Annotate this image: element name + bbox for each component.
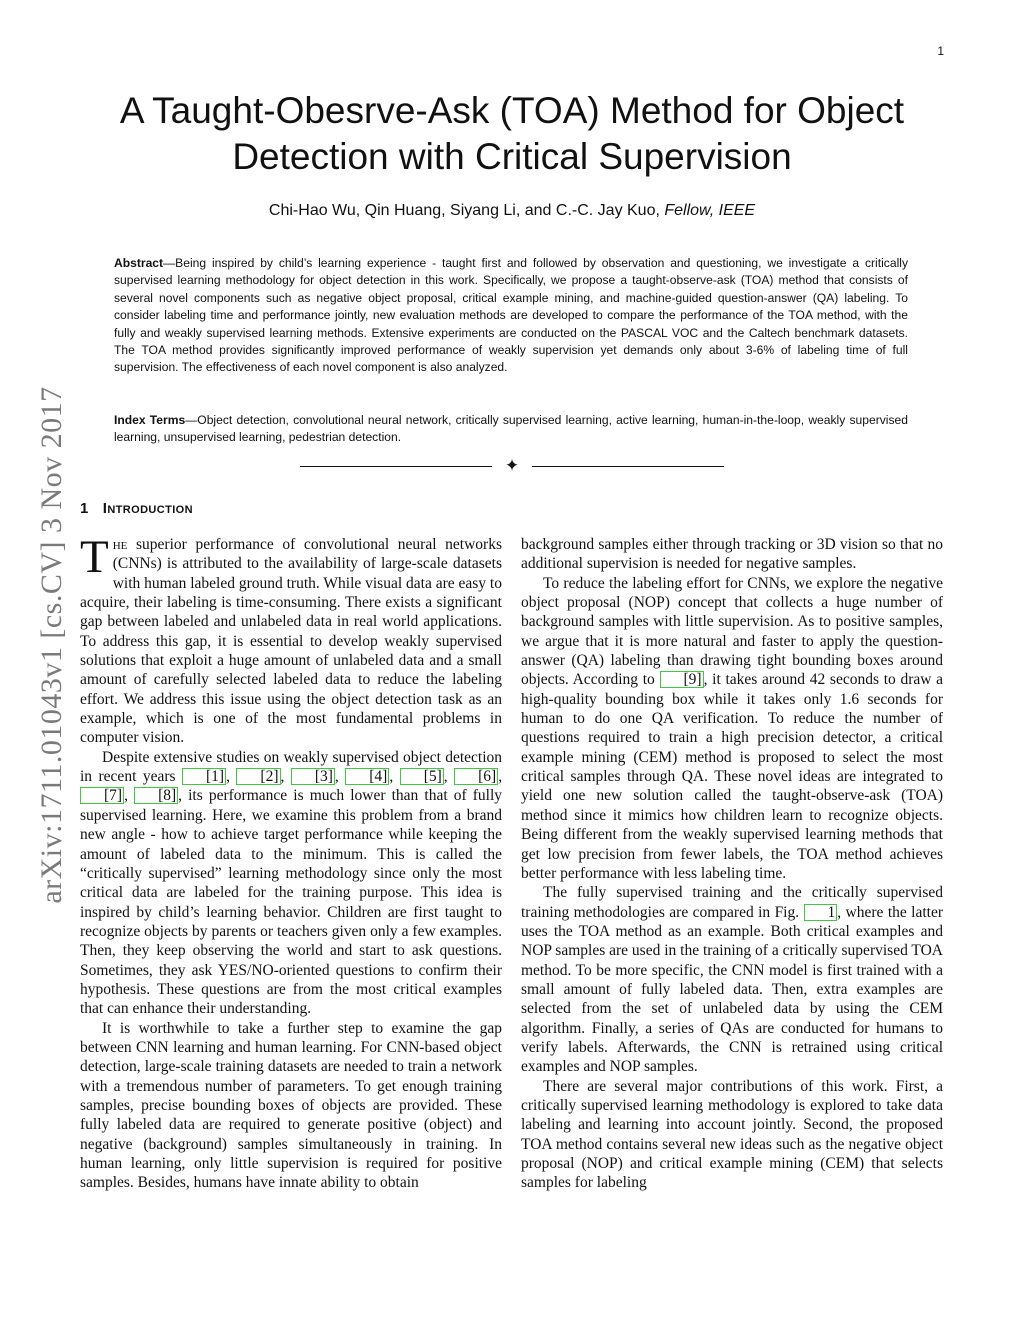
citation-link[interactable]: [2] [236, 768, 280, 785]
index-terms-text: —Object detection, convolutional neural network, critically supervised learning, active learning, human-in-the-loop, weakly supervised learning, unsupervised learning, pedestrian detection. [114, 413, 908, 445]
citation-link[interactable]: [4] [345, 768, 389, 785]
paragraph [521, 574, 943, 884]
citation-link[interactable]: [1] [182, 768, 226, 785]
separator-rule-left [300, 466, 492, 467]
title-line-1: A Taught-Obesrve-Ask (TOA) Method for Object [119, 90, 905, 131]
drop-cap: T [80, 531, 109, 583]
author-list [0, 202, 1024, 220]
citation-link[interactable]: [6] [454, 768, 498, 785]
paragraph: There are several major contributions of this work. First, a critically supervised learning methodology is explored to take data labeling and learning into account jointly. Second, the proposed TOA method contains several new ideas such as the negative object proposal (NOP) and critical example mining (CEM) that selects samples for labeling [521, 1077, 943, 1192]
citation-link[interactable]: [9] [660, 671, 704, 688]
paragraph-text: , where the latter uses the TOA method as an example. Both critical examples and NOP samples are used in the training of a critically supervised TOA method. To be more specific, the CNN model is first trained with a small amount of fully labeled data. Then, extra examples are selected from the set of unlabeled data by using the CEM algorithm. Finally, a series of QAs are conducted for humans to verify labels. Afterwards, the CNN is retrained using critical examples and NOP samples. [521, 903, 944, 1076]
abstract-text: —Being inspired by child’s learning experience - taught first and followed by observation and questioning, we investigate a critically supervised learning methodology for object detection in this work. Specifically, we propose a taught-observe-ask (TOA) method that consists of several novel components such as negative object proposal, critical example mining, and machine-guided question-answer (QA) labeling. To consider labeling time and performance jointly, new evaluation methods are developed to compare the performance of the TOA method, with the fully and weakly supervised learning methods. Extensive experiments are conducted on the PASCAL VOC and the Caltech benchmark datasets. The TOA method provides significantly improved performance of weakly supervision yet demands only about 3-6% of labeling time of full supervision. The effectiveness of each novel component is also analyzed. [114, 256, 908, 375]
section-heading [80, 500, 193, 517]
opening-small-caps: he [112, 536, 128, 553]
separator-rule-right [532, 466, 724, 467]
paragraph [521, 883, 943, 1076]
citation-link[interactable]: [5] [400, 768, 444, 785]
paragraph-text: Despite extensive studies on weakly supervised object detection in recent years [80, 748, 502, 786]
paper-title [0, 88, 1024, 180]
paragraph: It is worthwhile to take a further step to examine the gap between CNN learning and human learning. For CNN-based object detection, large-scale training datasets are needed to train a network with a tremendous number of parameters. To get enough training samples, precise bounding boxes of objects are provided. These fully labeled data are required to generate positive (object) and negative (background) samples simultaneously in training. In human learning, only little supervision is required for positive samples. Besides, humans have innate ability to obtain [80, 1019, 502, 1192]
paragraph-text: superior performance of convolutional neural networks (CNNs) is attributed to the availability of large-scale datasets with human labeled ground truth. While visual data are easy to acquire, their labeling is time-consuming. There exists a significant gap between labeled and unlabeled data in real world applications. To address this gap, it is essential to develop weakly supervised solutions that exploit a huge amount of unlabeled data and a small amount of carefully selected labeled data to reduce the labeling effort. We address this issue using the object detection task as an example, which is one of the most fundamental problems in computer vision. [80, 536, 502, 747]
citation-link[interactable]: [8] [134, 787, 178, 804]
figure-link[interactable]: 1 [804, 904, 838, 921]
citation-link[interactable]: [7] [80, 787, 124, 804]
author-fellow: Fellow, IEEE [664, 202, 756, 219]
section-separator [300, 456, 724, 476]
left-column [80, 531, 503, 1255]
paragraph-text: The fully supervised training and the critically supervised training methodologies are compared in Fig. [521, 884, 943, 921]
page-number: 1 [937, 44, 944, 58]
arxiv-stamp: arXiv:1711.01043v1 [cs.CV] 3 Nov 2017 [35, 386, 68, 904]
section-title: Introduction [102, 500, 193, 517]
right-column [521, 535, 943, 1255]
index-terms-label: Index Terms [114, 413, 186, 427]
index-terms [114, 412, 908, 447]
diamond-ornament-icon: ✦ [504, 456, 520, 475]
section-number: 1 [80, 500, 89, 517]
paragraph [80, 531, 502, 748]
abstract [114, 255, 908, 377]
abstract-label: Abstract [114, 256, 164, 270]
paragraph-text: , its performance is much lower than that of fully supervised learning. Here, we examine this problem from a brand new angle - how to achieve target performance while keeping the amount of labeled data to the minimum. This is called the “critically supervised” learning methodology since only the most critical data are labeled for the training purpose. This idea is inspired by child’s learning behavior. Children are first taught to recognize objects by parents or teachers given only a few examples. Then, they keep observing the world and start to ask questions. Sometimes, they ask YES/NO-oriented questions to confirm their hypothesis. These questions are from the most critical examples that can enhance their understanding. [80, 787, 503, 1018]
title-line-2: Detection with Critical Supervision [232, 136, 792, 177]
paragraph: background samples either through tracking or 3D vision so that no additional supervision is needed for negative samples. [521, 536, 943, 573]
author-names: Chi-Hao Wu, Qin Huang, Siyang Li, and C.-C. Jay Kuo, [268, 202, 665, 219]
paragraph-text: To reduce the labeling effort for CNNs, we explore the negative object proposal (NOP) concept that collects a huge number of background samples with little supervision. As to positive samples, we argue that it is more natural and faster to apply the question-answer (QA) labeling than drawing tight bounding boxes around objects. According to [521, 574, 943, 689]
paragraph-text: , it takes around 42 seconds to draw a high-quality bounding box while it takes only 1.6 seconds for human to do one QA verification. To reduce the number of questions required to train a high precision detector, a critical example mining (CEM) method is proposed to select the most critical samples through QA. These novel ideas are integrated to yield one new solution called the taught-observe-ask (TOA) method since it mimics how children learn to recognize objects. Being different from the weakly supervised learning methods that get low precision from fewer labels, the TOA method achieves better performance with less labeling time. [521, 671, 944, 882]
paragraph: Despite extensive studies on weakly supervised object detection in recent years [1] , [2] , [3] , [4] , [5] , [6] , [7] , [8] , its performance is much lower than that of fully supervised learning. Here, we examine this problem from a brand new angle - how to achieve target performance while keeping the amount of labeled data to the minimum. This is called the “critically supervised” learning methodology since only the most critical data are labeled for the training purpose. This idea is inspired by child’s learning behavior. Children are first taught to recognize objects by parents or teachers given only a few examples. Then, they keep observing the world and start to ask questions. Sometimes, they ask YES/NO-oriented questions to confirm their hypothesis. These questions are from the most critical examples that can enhance their understanding. [80, 748, 503, 1018]
citation-link[interactable]: [3] [291, 768, 335, 785]
